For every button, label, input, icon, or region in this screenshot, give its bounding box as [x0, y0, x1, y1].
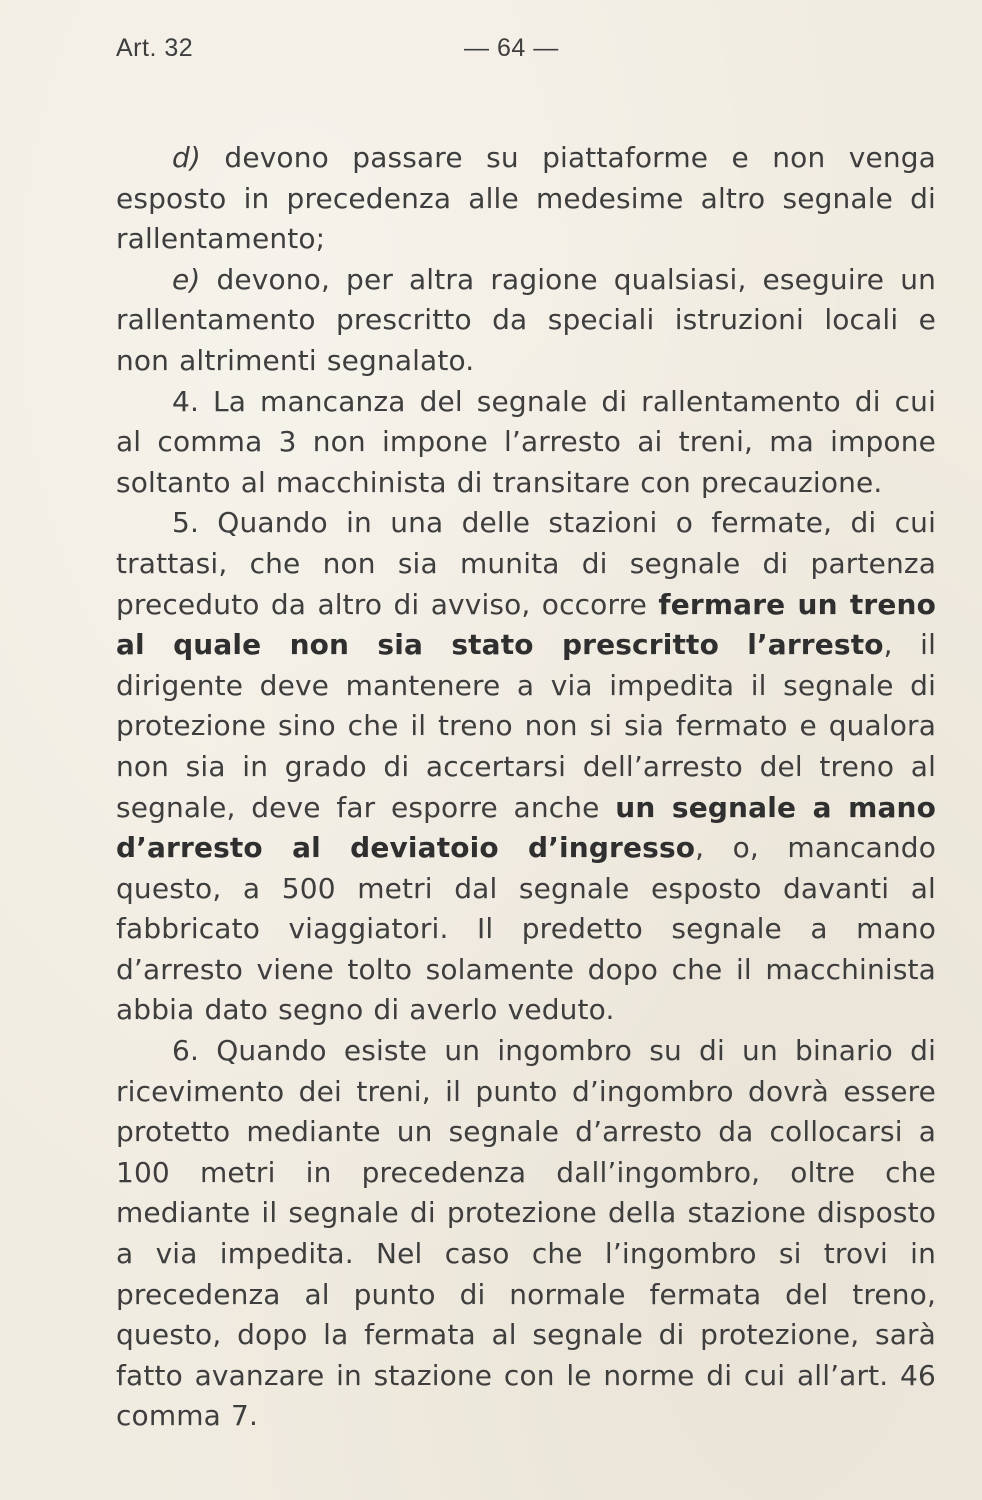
article-number: Art. 32: [116, 34, 194, 62]
paragraph-5-text-c: , o, mancando questo, a 500 metri dal segnale esposto davanti al fabbricato viaggiatori. Il predetto segnale a mano d’arresto viene tolto solamente dopo che il macchinista abbia dato segno di averlo veduto.: [116, 831, 936, 1027]
paragraph-5-emphasis-b: un segnale a mano d’arresto al deviatoio d’ingresso: [116, 790, 936, 865]
page-number: — 64 —: [464, 34, 559, 62]
paragraph-4: [116, 382, 936, 504]
item-marker-d: d): [172, 141, 201, 174]
paragraph-d: [116, 138, 936, 260]
body-text: [116, 138, 936, 1437]
paragraph-6: [116, 1031, 936, 1437]
paragraph-5-text-b: , il dirigente deve mantenere a via impedita il segnale di protezione sino che il treno non si sia fermato e qualora non sia in grado di accertarsi dell’arresto del treno al segnale, deve far esporre anche: [116, 628, 936, 824]
paragraph-d-text: devono passare su piattaforme e non venga esposto in precedenza alle medesime altro segnale di rallentamento;: [116, 141, 936, 256]
paragraph-6-text: 6. Quando esiste un ingombro su di un binario di ricevimento dei treni, il punto d’ingombro dovrà essere protetto mediante un segnale d’arresto da collocarsi a 100 metri in precedenza dall’ingombro, oltre che mediante il segnale di protezione della stazione disposto a via impedita. Nel caso che l’ingombro si trovi in precedenza al punto di normale fermata del treno, questo, dopo la fermata al segnale di protezione, sarà fatto avanzare in stazione con le norme di cui all’art. 46 comma 7.: [116, 1034, 936, 1433]
item-marker-e: e): [172, 262, 201, 296]
paragraph-e-text: devono, per altra ragione qualsiasi, eseguire un rallentamento prescritto da speciali istruzioni locali e non altrimenti segnalato.: [116, 262, 936, 377]
running-head: [116, 34, 876, 70]
paragraph-4-text: 4. La mancanza del segnale di rallentamento di cui al comma 3 non impone l’arresto ai treni, ma impone soltanto al macchinista di transitare con precauzione.: [116, 384, 936, 499]
paragraph-5: [116, 503, 936, 1031]
paragraph-5-text-a: 5. Quando in una delle stazioni o fermate, di cui trattasi, che non sia munita di segnale di partenza preceduto da altro di avviso, occorre: [116, 506, 936, 621]
paragraph-e: [116, 260, 936, 382]
paragraph-5-emphasis-a: fermare un treno al quale non sia stato prescritto l’arresto: [116, 587, 937, 662]
